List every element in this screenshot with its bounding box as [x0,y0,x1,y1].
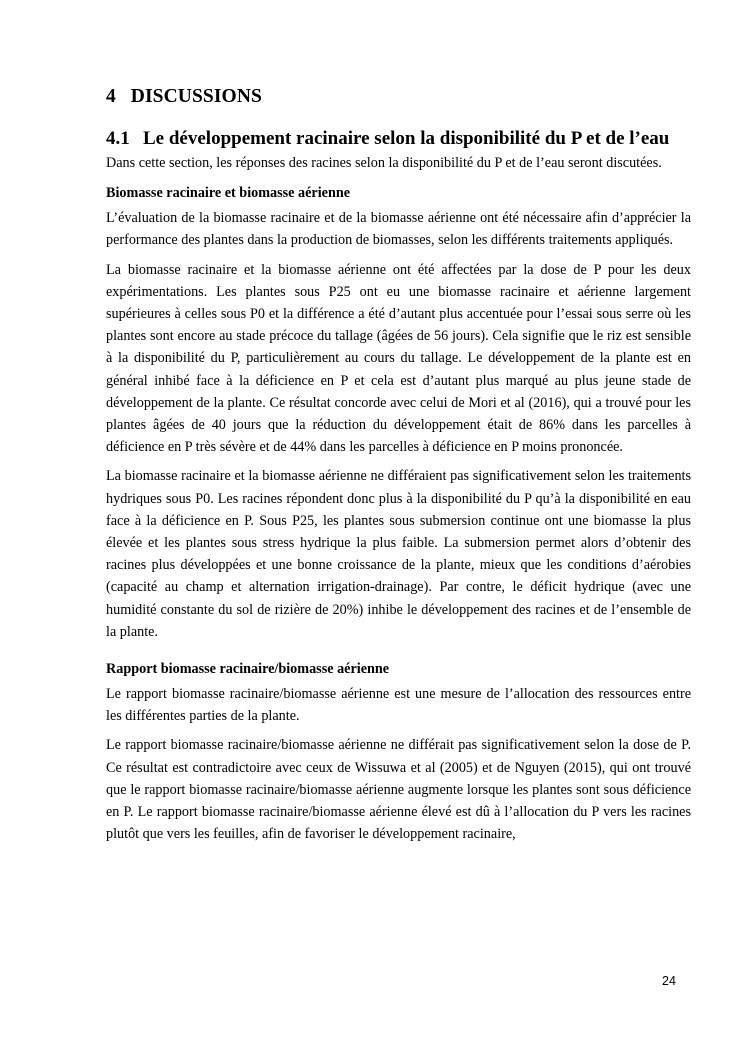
paragraph: L’évaluation de la biomasse racinaire et de la biomasse aérienne ont été nécessaire afin d’apprécier la performance des plantes dans la production de biomasses, selon les différents traitements appliqués. [106,210,691,249]
paragraph: Le rapport biomasse racinaire/biomasse aérienne ne différait pas significativement selon la dose de P. Ce résultat est contradictoire avec ceux de Wissuwa et al (2005) et de Nguyen (2015), qui ont trouvé que le rapport biomasse racinaire/biomasse aérienne augmente lorsque les plantes sont sous déficience en P. Le rapport biomasse racinaire/biomasse aérienne élevé est dû à l’allocation du P vers les racines plutôt que vers les feuilles, afin de favoriser le développement racinaire, [106,737,691,843]
section-title: Le développement racinaire selon la disponibilité du P et de l’eau [143,128,670,149]
paragraph: La biomasse racinaire et la biomasse aérienne ne différaient pas significativement selon les traitements hydriques sous P0. Les racines répondent donc plus à la disponibilité du P qu’à la disponibilité en eau face à la déficience en P. Sous P25, les plantes sous submersion continue ont une biomasse la plus élevée et les plantes sous stress hydrique la plus faible. La submersion permet alors d’obtenir des racines plus développées et une bonne croissance de la plante, mieux que les conditions d’aérobies (capacité au champ et alternation irrigation-drainage). Par contre, le déficit hydrique (avec une humidité constante du sol de rizière de 20%) inhibe le développement des racines et de l’ensemble de la plante. [106,468,691,640]
page-number: 24 [662,974,676,988]
paragraph: Le rapport biomasse racinaire/biomasse aérienne est une mesure de l’allocation des ressources entre les différentes parties de la plante. [106,686,691,725]
intro-paragraph: Dans cette section, les réponses des racines selon la disponibilité du P et de l’eau seront discutées. [106,155,662,171]
chapter-number: 4 [106,86,116,107]
chapter-heading [106,86,691,108]
paragraph: La biomasse racinaire et la biomasse aérienne ont été affectées par la dose de P pour les deux expérimentations. Les plantes sous P25 ont eu une biomasse racinaire et aérienne largement supérieures à celles sous P0 et la différence a été d’autant plus accentuée pour l’essai sous serre où les plantes sont encore au stade précoce du tallage (âgées de 56 jours). Cela signifie que le riz est sensible à la disponibilité du P, particulièrement au cours du tallage. Le développement de la plante est en général inhibé face à la déficience en P et cela est d’autant plus marqué au plus jeune stade de développement de la plante. Ce résultat concorde avec celui de Mori et al (2016), qui a trouvé pour les plantes âgées de 40 jours que la réduction du développement était de 86% dans les parcelles à déficience en P très sévère et de 44% dans les parcelles à déficience en P moins prononcée. [106,261,691,456]
subsection-heading-biomasse: Biomasse racinaire et biomasse aérienne [106,185,351,202]
section-heading [106,127,691,150]
section-number: 4.1 [106,128,130,149]
document-page [106,86,691,852]
subsection-heading-rapport: Rapport biomasse racinaire/biomasse aérienne [106,661,390,678]
chapter-title: DISCUSSIONS [130,86,262,107]
